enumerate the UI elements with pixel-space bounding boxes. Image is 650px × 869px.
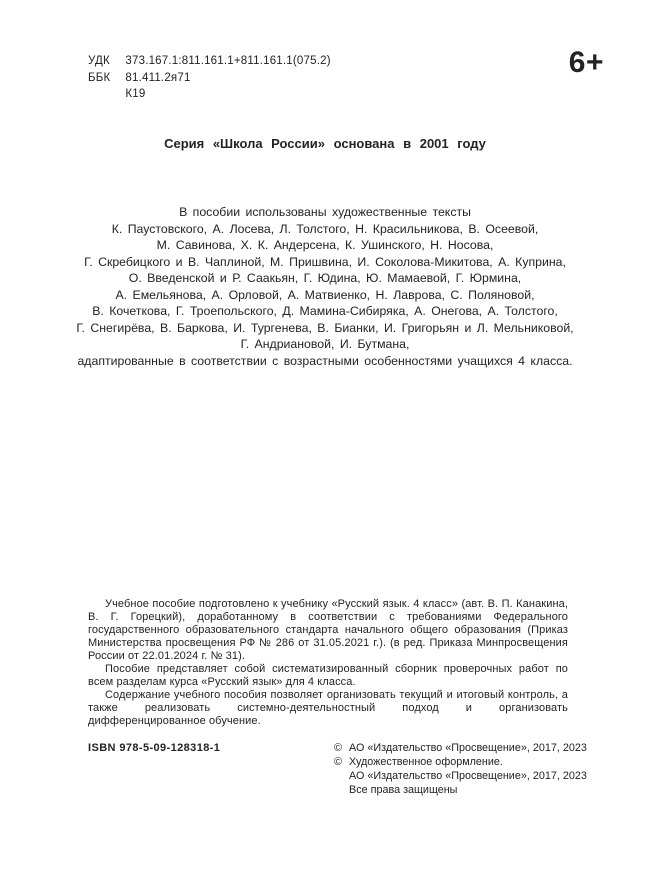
authors-line: М. Савинова, Х. К. Андерсена, К. Ушинского, Н. Носова,: [156, 238, 494, 252]
copyright-text: АО «Издательство «Просвещение», 2017, 2023: [349, 770, 587, 782]
bbk-line: [88, 70, 331, 87]
copyright-line: [334, 741, 587, 755]
copyright-line: [334, 755, 587, 769]
series-note: Серия «Школа России» основана в 2001 году: [164, 136, 486, 151]
bbk-label: ББК: [88, 71, 111, 84]
isbn: ISBN 978-5-09-128318-1: [88, 742, 221, 754]
copyright-line: [334, 769, 587, 783]
copyright-sign: ©: [334, 756, 342, 768]
authors-line: В пособии использованы художественные тексты: [179, 205, 471, 219]
annotation-block: [88, 598, 568, 728]
copyright-block: [334, 741, 587, 797]
author-sign-line: [88, 86, 331, 103]
authors-line: А. Емельянова, А. Орловой, А. Матвиенко, Н. Лаврова, С. Поляновой,: [115, 287, 535, 302]
author-sign: К19: [125, 88, 146, 100]
authors-line: адаптированные в соответствии с возрастными особенностями учащихся 4 класса.: [77, 353, 573, 368]
authors-line: Г. Андриановой, И. Бутмана,: [240, 337, 410, 351]
udk-label: УДК: [88, 55, 110, 67]
copyright-text: Художественное оформление.: [349, 756, 503, 768]
authors-line: В. Кочеткова, Г. Троепольского, Д. Мамина-Сибиряка, А. Онегова, А. Толстого,: [92, 304, 558, 318]
annotation-paragraph: Учебное пособие подготовлено к учебнику «Русский язык. 4 класс» (авт. В. П. Канакина, В. Г. Горецкий), доработанному в соответствии с требованиями Федерального государственного образовательного стандарта начального общего образования (Приказ Министерства просвещения РФ № 286 от 31.05.2021 г.). (в ред. Приказа Минпросвещения России от 22.01.2024 г. № 31).: [88, 598, 568, 662]
bibliographic-codes: [88, 53, 331, 103]
authors-line: О. Введенской и Р. Саакьян, Г. Юдина, Ю. Мамаевой, Г. Юрмина,: [128, 271, 522, 285]
copyright-text: АО «Издательство «Просвещение», 2017, 2023: [349, 742, 587, 754]
annotation-paragraph: Содержание учебного пособия позволяет организовать текущий и итоговый контроль, а также реализовать системно-деятельностный подход и организовать дифференцированное обучение.: [88, 689, 568, 727]
udk-line: [88, 53, 331, 70]
copyright-sign: ©: [334, 742, 342, 754]
authors-line: К. Паустовского, А. Лосева, Л. Толстого, Н. Красильникова, В. Осеевой,: [111, 221, 539, 236]
bbk-value: 81.411.2я71: [125, 71, 191, 84]
featured-authors-block: [40, 204, 610, 369]
age-rating-badge: 6+: [568, 46, 604, 79]
udk-value: 373.167.1:811.161.1+811.161.1(075.2): [125, 55, 331, 67]
authors-line: Г. Снегирёва, В. Баркова, И. Тургенева, В. Бианки, И. Григорьян и Л. Мельниковой,: [76, 320, 574, 335]
copyright-line: [334, 783, 587, 797]
annotation-paragraph: Пособие представляет собой систематизированный сборник проверочных работ по всем разделам курса «Русский язык» для 4 класса.: [88, 663, 568, 688]
copyright-text: Все права защищены: [349, 784, 458, 796]
authors-line: Г. Скребицкого и В. Чаплиной, М. Пришвина, И. Соколова-Микитова, А. Куприна,: [84, 254, 566, 269]
